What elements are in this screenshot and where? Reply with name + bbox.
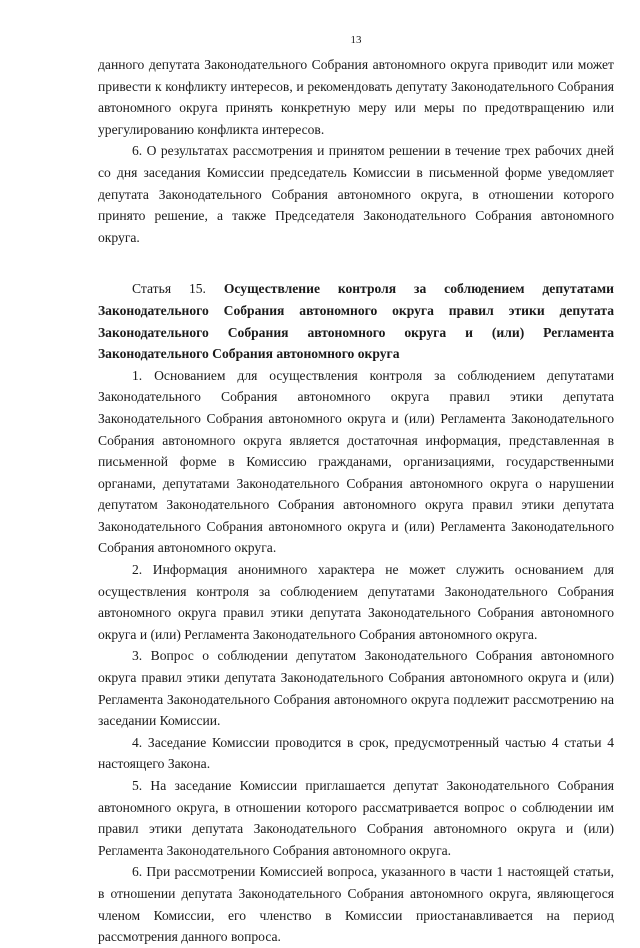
article-item-5: 5. На заседание Комиссии приглашается депутат Законодательного Собрания автономного округа, в отношении которого рассматривается вопрос о соблюдении им правил этики депутата Законодательного Собрания автономного округа и (или) Регламента Законодательного Собрания автономного округа.: [98, 778, 614, 858]
article-label: Статья 15.: [132, 281, 206, 297]
article-title: Осуществление контроля за соблюдением депутатами Законодательного Собрания автономного округа правил этики депутата Законодательного Собрания автономного округа и (или) Регламента Законодательного Собрания автономного округа: [98, 281, 614, 362]
article-item-2: 2. Информация анонимного характера не может служить основанием для осуществления контроля за соблюдением депутатами Законодательного Собрания автономного округа правил этики депутата Законодательного Собрания автономного округа и (или) Регламента Законодательного Собрания автономного округа.: [98, 562, 614, 642]
page-number: 13: [350, 34, 362, 46]
article-item-6: 6. При рассмотрении Комиссией вопроса, указанного в части 1 настоящей статьи, в отношении депутата Законодательного Собрания автономного округа, являющегося членом Комиссии, его членство в Комиссии приостанавливается на период рассмотрения данного вопроса.: [98, 864, 614, 945]
section-gap: [98, 248, 614, 278]
article-heading: [98, 278, 614, 364]
article-item-4: 4. Заседание Комиссии проводится в срок, предусмотренный частью 4 статьи 4 настоящего Закона.: [98, 734, 614, 772]
intro-paragraph: данного депутата Законодательного Собрания автономного округа приводит или может привести к конфликту интересов, и рекомендовать депутату Законодательного Собрания автономного округа принять конкретную меру или меры по предотвращению или урегулированию конфликта интересов.: [98, 57, 614, 137]
article-item-3: 3. Вопрос о соблюдении депутатом Законодательного Собрания автономного округа правил этики депутата Законодательного Собрания автономного округа и (или) Регламента Законодательного Собрания автономного округа подлежит рассмотрению на заседании Комиссии.: [98, 648, 614, 729]
article-item-1: 1. Основанием для осуществления контроля за соблюдением депутатами Законодательного Собрания автономного округа правил этики депутата Законодательного Собрания автономного округа и (или) Регламента Законодательного Собрания автономного округа является достаточная информация, представленная в письменной форме в Комиссию гражданами, организациями, государственными органами, депутатами Законодательного Собрания автономного округа о нарушении депутатом Законодательного Собрания автономного округа правил этики депутата Законодательного Собрания автономного округа и (или) Регламента Законодательного Собрания автономного округа.: [98, 367, 614, 556]
previous-article-item-6: 6. О результатах рассмотрения и принятом решении в течение трех рабочих дней со дня заседания Комиссии председатель Комиссии в письменной форме уведомляет депутата Законодательного Собрания автономного округа, в отношении которого принято решение, а также Председателя Законодательного Собрания автономного округа.: [98, 143, 614, 245]
